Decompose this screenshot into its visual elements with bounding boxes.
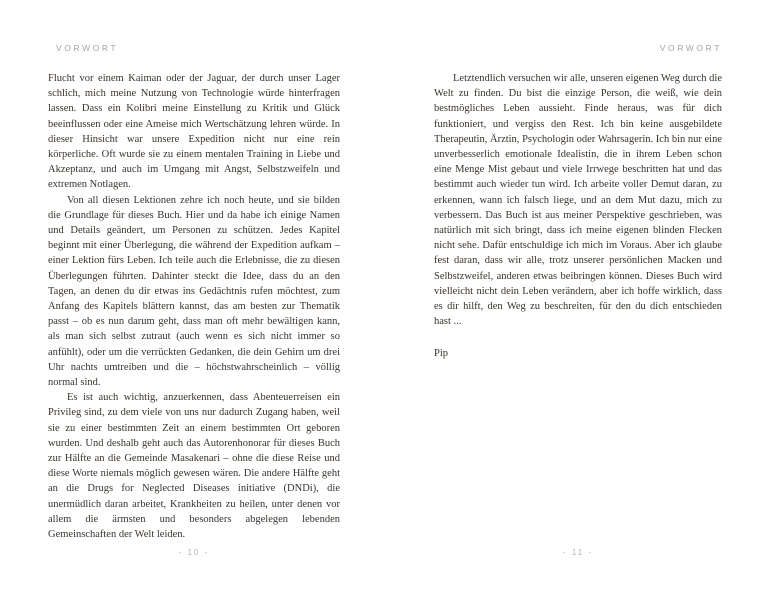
page-number-right: - 11 - xyxy=(562,548,594,557)
paragraph-continuation: Flucht vor einem Kaiman oder der Jaguar, der durch unser Lager schlich, mich meine Nutzung von Technologie würde hinterfragen lassen. Dass ein Kolibri meine Einstellung zu Kritik und Glück beeinflussen oder eine Ameise mich Wertschätzung lehren würde. In dieser Hinsicht war unsere Expedition nicht nur eine rein körperliche. Oft wurde sie zu einem mentalen Training in Liebe und Akzeptanz, und auch im Umgang mit Angst, Selbstzweifeln und extremen Notlagen. xyxy=(48,73,340,191)
paragraph: Es ist auch wichtig, anzuerkennen, dass Abenteuerreisen ein Privileg sind, zu dem viele von uns nur dadurch Zugang haben, weil sie zu einer bestimmten Zeit an einem bestimmten Ort geboren wurden. Und deshalb geht auch das Autorenhonorar für dieses Buch zur Hälfte an die Gemeinde Masakenari – ohne die diese Reise und diese Worte niemals möglich gewesen wären. Die andere Hälfte geht an die Drugs for Neglected Diseases initiative (DNDi), die unermüdlich daran arbeitet, Krankheiten zu heilen, unter denen vor allem die ärmsten und besonders abgelegen lebenden Gemeinschaften der Welt leiden. xyxy=(48,392,340,541)
page-right-body xyxy=(434,71,722,362)
page-right xyxy=(434,0,722,600)
page-left xyxy=(48,0,340,600)
running-header-left: VORWORT xyxy=(56,43,119,53)
page-left-body xyxy=(48,71,340,542)
author-signature: Pip xyxy=(434,348,449,360)
paragraph: Letztendlich versuchen wir alle, unseren eigenen Weg durch die Welt zu finden. Du bist die einzige Person, die weiß, wie dein bestmögliches Leben aussieht. Finde heraus, was für dich funktioniert, und vergiss den Rest. Ich bin keine ausgebildete Therapeutin, Ärztin, Psychologin oder Wahrsagerin. Ich bin nur eine unverbesserlich emotionale Idealistin, die in ihrem Leben schon eine Menge Mist gebaut und viele Irrwege beschritten hat und das bestimmt auch wieder tun wird. Ich arbeite voller Demut daran, zu erkennen, wann ich falsch liege, und an dem Mut dazu, mich zu verbessern. Das Buch ist aus meiner Perspektive geschrieben, was natürlich mit sich bringt, dass ich meine eigenen blinden Flecken nicht sehe. Dafür entschuldige ich mich im Voraus. Aber ich glaube fest daran, dass wir alle, trotz unserer persönlichen Macken und Selbstzweifel, anderen etwas beibringen können. Dieses Buch wird vielleicht nicht dein Leben verändern, aber ich hoffe wirklich, dass es dir hilft, den Weg zu beschreiten, für den du dich entschieden hast ... xyxy=(434,73,722,328)
running-header-right: VORWORT xyxy=(659,43,722,53)
page-number-left: - 10 - xyxy=(178,548,210,557)
paragraph: Von all diesen Lektionen zehre ich noch heute, und sie bilden die Grundlage für dieses Buch. Hier und da habe ich einige Namen und Details geändert, um Personen zu schützen. Jedes Kapitel beginnt mit einer Überlegung, die während der Expedition aufkam – einer Lektion fürs Leben. Ich teile auch die Erlebnisse, die zu diesen Überlegungen führten. Dahinter steckt die Idee, dass du an den Tagen, an denen du dir etwas ins Gedächtnis rufen möchtest, zum Anfang des Kapitels blättern kannst, das am besten zur Thematik passt – ob es nun darum geht, dass man oft mehr bewältigen kann, als man sich selbst zutraut (auch wenn es sich nicht immer so anfühlt), oder um die verrückten Gedanken, die dein Gehirn um drei Uhr nachts umtreiben und die – höchstwahrscheinlich – völlig normal sind. xyxy=(48,194,340,389)
